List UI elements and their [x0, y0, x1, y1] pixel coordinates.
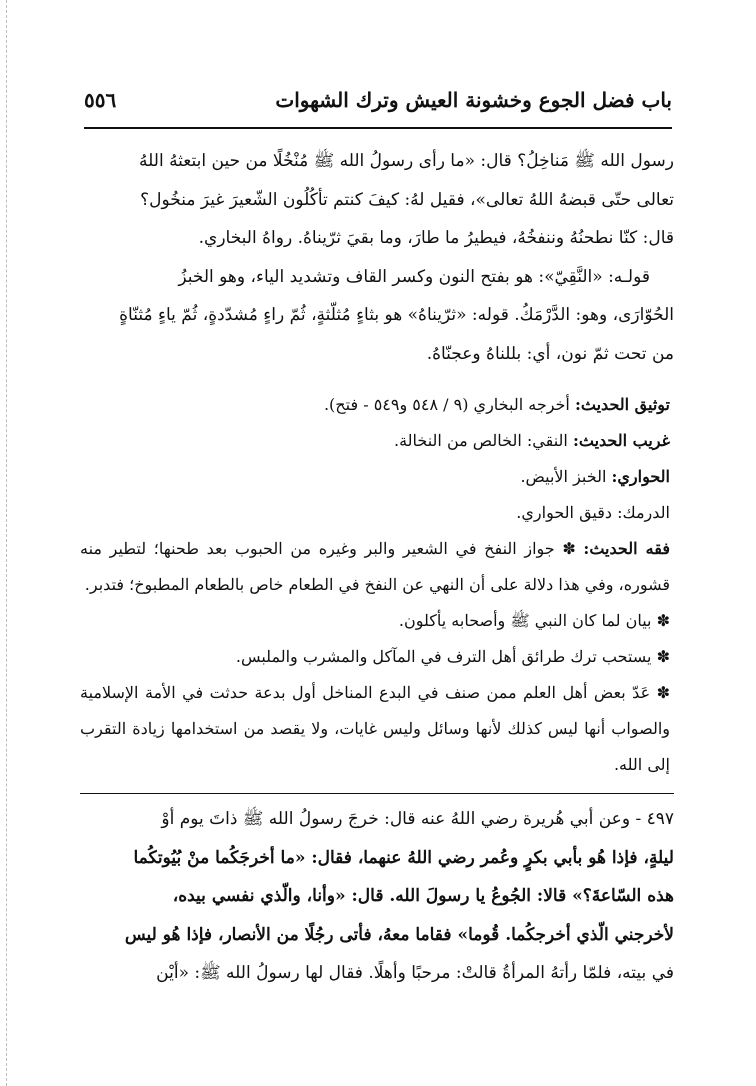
header-rule — [84, 127, 672, 129]
darmak-note — [80, 495, 670, 531]
commentary-line: من تحت ثمّ نون، أي: بللناهُ وعجنّاهُ. — [426, 343, 674, 364]
page-body — [80, 142, 674, 993]
fiqh-note — [80, 531, 670, 603]
hadith-line: تعالى حتّى قبضهُ اللهُ تعالى»، فقيل لهُ: كيفَ كنتم تأكُلُون الشّعيرَ غيرَ منخُول؟ — [140, 189, 674, 210]
hawari-text: الخبز الأبيض. — [520, 467, 607, 486]
spacer — [80, 373, 674, 387]
next-hadith-line: ٤٩٧ - وعن أبي هُريرة رضي اللهُ عنه قال: خرجَ رسولُ الله ﷺ ذاتَ يوم أوْ — [161, 809, 674, 829]
chapter-title: باب فضل الجوع وخشونة العيش وترك الشهوات — [275, 88, 672, 112]
fiqh-bullet: ✽ يستحب ترك طرائق أهل الترف في المآكل والمشرب والملبس. — [235, 647, 670, 666]
next-hadith-line: هذه السّاعةَ؟» قالا: الجُوعُ يا رسولَ الله. قال: «وأنا، والّذي نفسي بيده، — [172, 886, 674, 906]
gharib-label: غريب الحديث: — [572, 431, 670, 450]
gharib-text: النقي: الخالص من النخالة. — [393, 431, 568, 450]
next-hadith-line: في بيته، فلمّا رأتهُ المرأةُ قالتْ: مرحبًا وأهلًا. فقال لها رسولُ الله ﷺ: «أيْن — [156, 963, 674, 983]
hadith-line: رسول الله ﷺ مَناخِلُ؟ قال: «ما رأى رسولُ الله ﷺ مُنْخُلًا من حين ابتعثهُ اللهُ — [139, 151, 674, 171]
page-number: ٥٥٦ — [84, 88, 117, 112]
scan-edge-line — [6, 0, 7, 1086]
tawthiq-label: توثيق الحديث: — [574, 395, 670, 414]
tawthiq-text: أخرجه البخاري (٩ / ٥٤٨ و٥٤٩ - فتح). — [323, 395, 570, 414]
running-header — [84, 88, 672, 120]
darmak-label: الدرمك: — [617, 503, 670, 522]
hawari-label: الحواري: — [611, 467, 670, 486]
fiqh-label: فقه الحديث: — [583, 539, 670, 558]
hadith-line: قال: كنّا نطحنُهُ وننفخُهُ، فيطيرُ ما طارَ، وما بقيَ ثرّيناهُ. رواهُ البخاري. — [198, 228, 674, 248]
darmak-text: دقيق الحواري. — [516, 503, 613, 522]
next-hadith-line: لأخرجني الّذي أخرجكُما. قُوما» فقاما معهُ، فأتى رجُلًا من الأنصار، فإذا هُو ليس — [124, 924, 674, 945]
next-hadith-line: ليلةٍ، فإذا هُو بأبي بكرٍ وعُمر رضي اللهُ عنهما، فقال: «ما أخرجَكُما منْ بُيُوتكُما — [133, 847, 674, 868]
tawthiq-note — [80, 387, 670, 423]
gharib-note — [80, 423, 670, 459]
commentary-line: الحُوّارَى، وهو: الدَّرْمَكُ. قوله: «ثرّيناهُ» هو بثاءٍ مُثلّثةٍ، ثُمّ راءٍ مُشدّدةٍ، ثُمّ ياءٍ مُثنّاةٍ — [119, 305, 674, 325]
fiqh-bullet: ✽ بيان لما كان النبي ﷺ وأصحابه يأكلون. — [398, 611, 670, 630]
commentary-line: قولـه: «النَّقِيّ»: هو بفتح النون وكسر القاف وتشديد الياء، وهو الخبزُ — [178, 266, 650, 287]
fiqh-bullet: ✽ عَدّ بعض أهل العلم ممن صنف في البدع المناخل أول بدعة حدثت في الأمة الإسلامية والصواب أنها ليس كذلك لأنها وسائل وليس غايات، ولا يقصد من استخدامها زيادة التقرب إلى الله. — [80, 683, 670, 774]
fiqh-text: ✽ جواز النفخ في الشعير والبر وغيره من الحبوب بعد طحنها؛ لتطير منه قشوره، وفي هذا دلالة على أن النهي عن النفخ في الطعام خاص بالطعام المطبوخ؛ فتدبر. — [80, 539, 670, 594]
hawari-note — [80, 459, 670, 495]
section-divider — [80, 793, 674, 794]
notes-section — [80, 387, 674, 783]
